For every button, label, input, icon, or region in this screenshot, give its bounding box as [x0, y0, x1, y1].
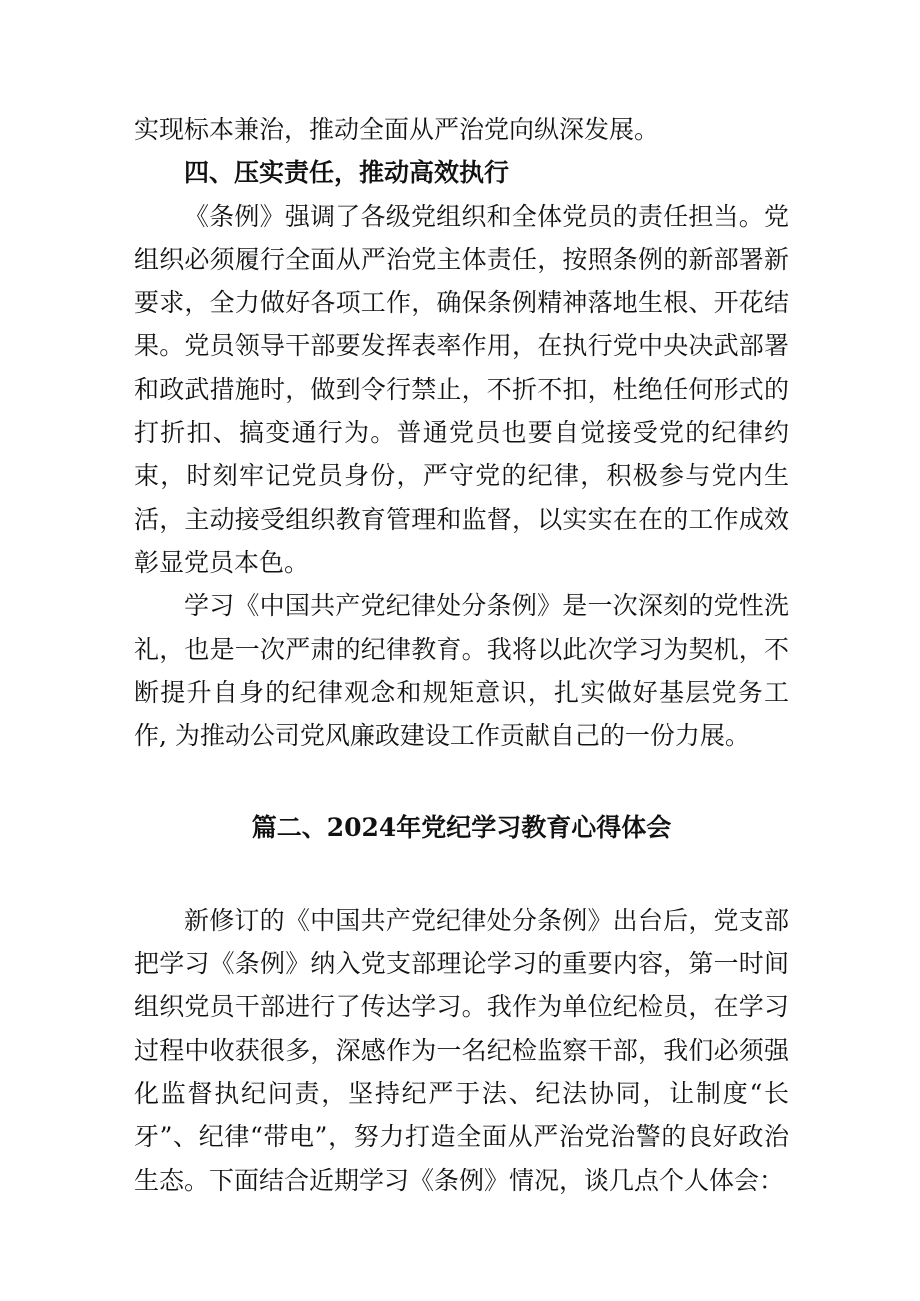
article-two-title: 篇二、2024年党纪学习教育心得体会 — [251, 813, 672, 843]
section-heading-four: 四、压实责任，推动高效执行 — [184, 158, 510, 188]
conclusion-paragraph: 学习《中国共产党纪律处分条例》是一次深刻的党性洗礼，也是一次严肃的纪律教育。我将以此次学习为契机，不断提升自身的纪律观念和规矩意识，扎实做好基层党务工作, 为推动公司党风廉政建设工作贡献自己的一份力展。 — [134, 591, 789, 751]
responsibility-paragraph: 《条例》强调了各级党组织和全体党员的责任担当。党组织必须履行全面从严治党主体责任，按照条例的新部署新要求，全力做好各项工作，确保条例精神落地生根、开花结果。党员领导干部要发挥表率作用，在执行党中央决武部署和政武措施时，做到令行禁止，不折不扣，杜绝任何形式的打折扣、搞变通行为。普通党员也要自觉接受党的纪律约束，时刻牢记党员身份，严守党的纪律，积极参与党内生活，主动接受组织教育管理和监督，以实实在在的工作成效彰显党员本色。 — [134, 201, 789, 577]
document-body — [134, 108, 789, 1202]
continuation-paragraph: 实现标本兼治，推动全面从严治党向纵深发展。 — [134, 115, 660, 144]
intro-paragraph: 新修订的《中国共产党纪律处分条例》出台后，党支部把学习《条例》纳入党支部理论学习的重要内容，第一时间组织党员干部进行了传达学习。我作为单位纪检员，在学习过程中收获很多，深感作为一名纪检监察干部，我们必须强化监督执纪问责，坚持纪严于法、纪法协同，让制度“长牙”、纪律“带电”，努力打造全面从严治党治警的良好政治生态。下面结合近期学习《条例》情况，谈几点个人体会： — [134, 905, 789, 1195]
